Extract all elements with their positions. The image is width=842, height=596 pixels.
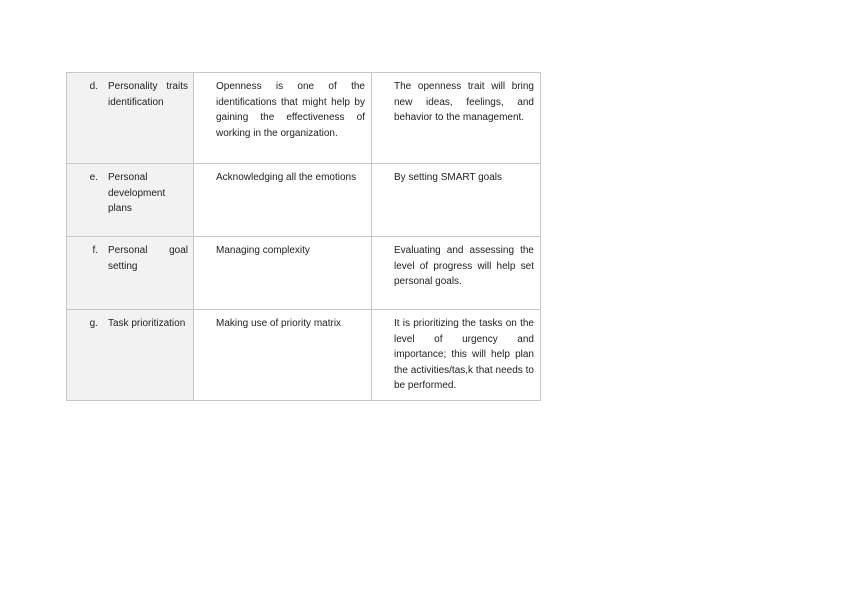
description-cell: Making use of priority matrix xyxy=(194,310,372,401)
outcome-cell: By setting SMART goals xyxy=(372,164,541,237)
list-letter: f. xyxy=(92,245,98,256)
table-row xyxy=(67,73,541,164)
item-cell xyxy=(67,237,194,310)
list-letter: d. xyxy=(89,81,98,92)
item-cell xyxy=(67,73,194,164)
item-label: Personal development plans xyxy=(108,172,166,214)
outcome-cell: It is prioritizing the tasks on the level of urgency and importance; this will help plan the activities/tas,k that needs to be performed. xyxy=(372,310,541,401)
item-label: Personal goal setting xyxy=(108,245,188,272)
content-table xyxy=(66,72,541,401)
list-letter: e. xyxy=(89,172,98,183)
outcome-cell: Evaluating and assessing the level of progress will help set personal goals. xyxy=(372,237,541,310)
item-cell xyxy=(67,310,194,401)
item-cell xyxy=(67,164,194,237)
description-cell: Openness is one of the identifications that might help by gaining the effectiveness of working in the organization. xyxy=(194,73,372,164)
list-letter: g. xyxy=(89,318,98,329)
table-row xyxy=(67,237,541,310)
table-row xyxy=(67,310,541,401)
description-cell: Acknowledging all the emotions xyxy=(194,164,372,237)
item-label: Personality traits identification xyxy=(108,81,188,108)
outcome-cell: The openness trait will bring new ideas, feelings, and behavior to the management. xyxy=(372,73,541,164)
table-row xyxy=(67,164,541,237)
item-label: Task prioritization xyxy=(108,318,186,329)
description-cell: Managing complexity xyxy=(194,237,372,310)
